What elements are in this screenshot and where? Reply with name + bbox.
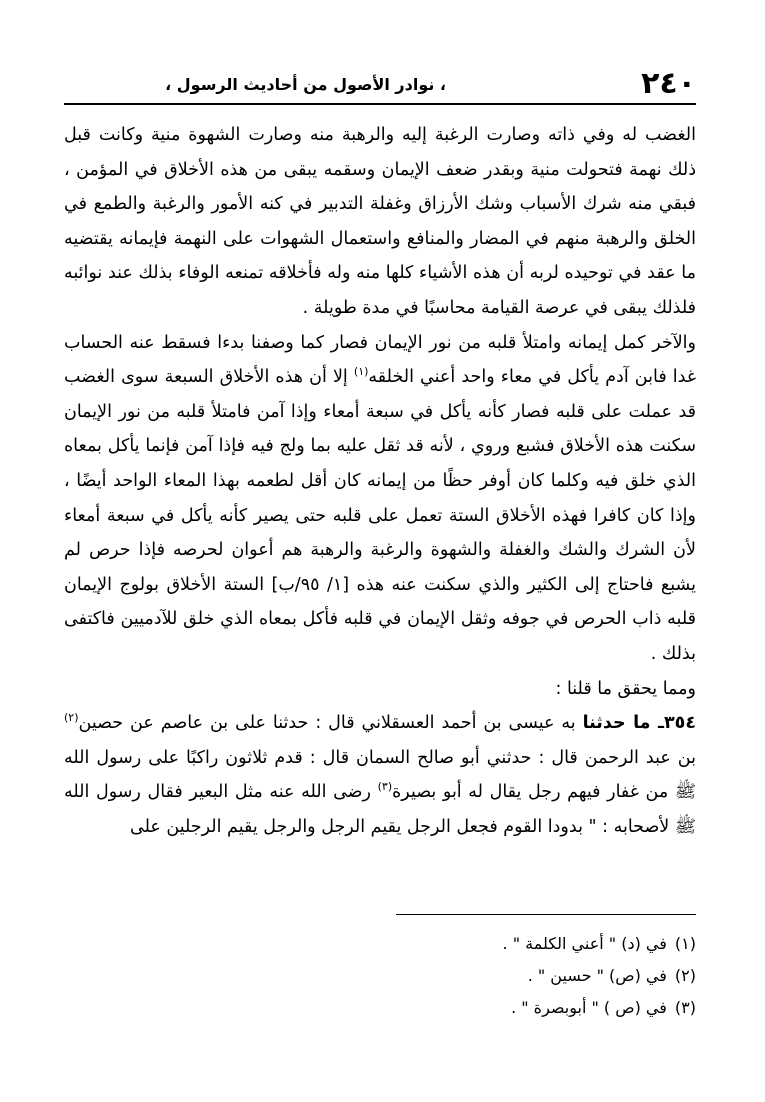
footnote-ref-2: (٢) [64,711,79,725]
main-text [64,118,696,844]
footnote-2 [64,960,696,992]
running-title: ، نوادر الأصول من أحاديث الرسول ، [165,75,446,94]
footnote-1 [64,928,696,960]
hadith-part-c: رضى الله عنه مثل البعير فقال رسول الله ﷺ لأصحابه : " بدودا القوم فجعل الرجل يقيم الرجل والرجل يقيم الرجلين على [64,782,696,837]
paragraph-1: الغضب له وفي ذاته وصارت الرغبة إليه والرهبة منه وصارت الشهوة منية وكانت قبل ذلك نهمة فتحولت منية وبقدر ضعف الإيمان وسقمه يبقى من هذه الأخلاق في المؤمن ، فبقي منه شرك الأسباب وشك الأرزاق وغفلة التدبير في كنه الأمور والرغبة والطمع في الخلق والرهبة منهم في المضار والمنافع واستعمال الشهوات على النهمة فإيمانه يقتضيه ما عقد في توحيده لربه أن هذه الأشياء كلها منه وله فأخلاقه تمنعه الوفاء بذلك عند نوائبه فلذلك يبقى في عرصة القيامة محاسبًا في مدة طويلة . [64,125,696,318]
footnote-text: في (ص ) " أبوبصرة " . [511,998,667,1017]
header-rule [64,103,696,105]
hadith-part-b: بن عبد الرحمن قال : حدثني أبو صالح السمان قال : قدم ثلاثون راكبًا على رسول الله ﷺ من غفار فيهم رجل يقال له أبو بصيرة [64,747,697,803]
paragraph-2 [64,326,696,672]
page-header [64,66,696,102]
hadith-part-a: به عيسى بن أحمد العسقلاني قال : حدثنا على بن عاصم عن حصين [78,713,583,734]
paragraph-2-part-b: إلا أن هذه الأخلاق السبعة سوى الغضب قد عملت على قلبه فصار كأنه يأكل في سبعة أمعاء وإذا آمن فامتلأ قلبه من نور الإيمان سكنت هذه الأخلاق فشبع وروي ، لأنه قد ثقل عليه بما ولج فيه فإذا آمن فإنما يأكل بمعاه الذي خلق فيه وكلما كان أوفر حظًا من إيمانه كان أقل لطعمه بهذا المعاء الواحد أيضًا ، وإذا كان كافرا فهذه الأخلاق الستة تعمل على قلبه حتى يصير كأنه يأكل في سبعة أمعاء لأن الشرك والشك والغفلة والشهوة والرغبة والرهبة هم أعوان لحرصه فإذا حرص لم يشبع فاحتاج إلى الكثير والذي سكنت عنه هذه [١/ ٩٥/ب] الستة الأخلاق بولوج الإيمان قلبه ذاب الحرص في جوفه وثقل الإيمان في قلبه فأكل بمعاه الذي خلق للآدميين فاكتفى بذلك . [64,367,696,664]
footnote-ref-1: (١) [353,365,369,379]
hadith-paragraph [64,706,696,844]
footnote-3 [64,992,696,1024]
footnote-number: (٣) [674,998,696,1017]
hadith-lead: ما حدثنا [582,713,658,734]
page-number: ٢٤٠ [641,66,696,101]
footnote-text: في (ص) " حسين " . [527,966,667,985]
hadith-number: ٣٥٤ـ [657,713,696,734]
footnotes [64,928,696,1024]
footnote-text: في (د) " أعني الكلمة " . [502,934,667,953]
footnote-rule [396,914,696,915]
paragraph-2-part-a: والآخر كمل إيمانه وامتلأ قلبه من نور الإيمان فصار كما وصفنا بدءا فسقط عنه الحساب غدا فابن آدم يأكل في معاء واحد أعني الخلقه [64,332,696,388]
footnote-number: (٢) [674,966,696,985]
footnote-ref-3: (٣) [377,780,393,794]
footnote-number: (١) [674,934,696,953]
paragraph-3: ومما يحقق ما قلنا : [555,678,696,699]
